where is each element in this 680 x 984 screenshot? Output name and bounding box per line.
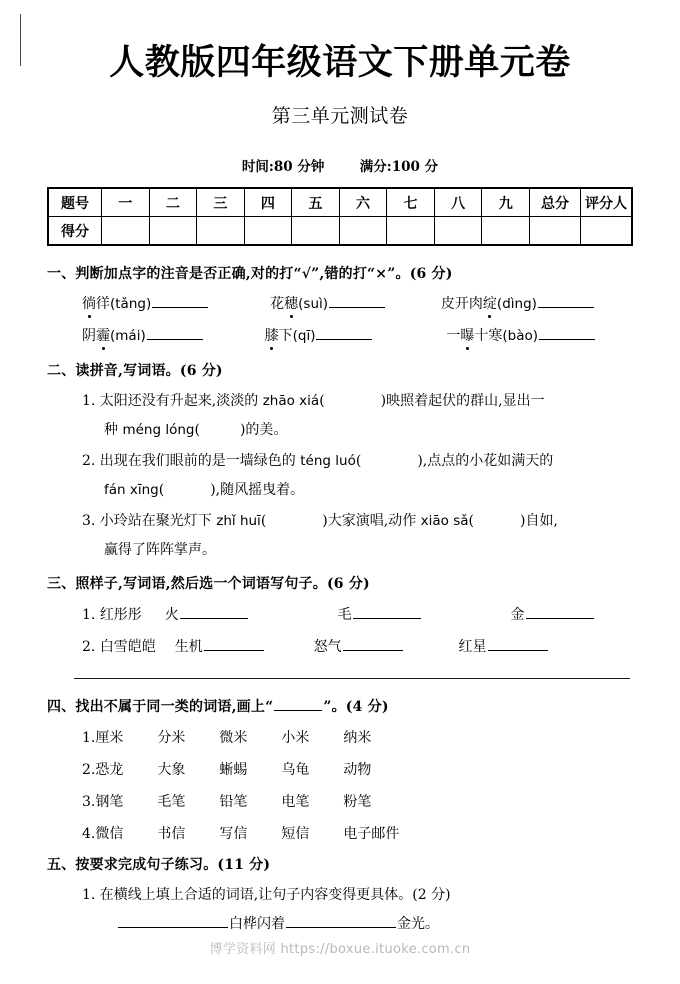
pinyin-4: (mái): [110, 328, 146, 344]
answer-blank-5[interactable]: [316, 326, 372, 340]
section-4-row-3: [82, 791, 371, 811]
section-4-heading: [47, 696, 389, 716]
score-col-header-9: 九: [482, 188, 530, 217]
score-table: [47, 187, 633, 246]
word-option[interactable]: 短信: [281, 826, 310, 842]
word-option[interactable]: 铅笔: [219, 794, 248, 810]
pinyin-6: (bào): [502, 328, 539, 344]
section-4-row-1: [82, 727, 371, 747]
score-col-header-7: 七: [387, 188, 435, 217]
dotted-char-6: 曝: [460, 325, 474, 345]
score-col-header-4: 四: [244, 188, 292, 217]
score-col-header-3: 三: [197, 188, 245, 217]
q3-text-c: )自如,: [520, 513, 558, 529]
prompt-char-1c: 金: [510, 607, 525, 623]
section-2-q3-line-1: [82, 510, 558, 530]
word-6-post: 十寒: [474, 328, 503, 344]
score-cell-1[interactable]: [102, 217, 150, 246]
word-option[interactable]: 电笔: [281, 794, 310, 810]
score-col-header-total: 总分: [530, 188, 581, 217]
q2-text-c: ),随风摇曳着。: [210, 482, 305, 498]
prompt-word-2c: 红星: [458, 639, 487, 655]
section-1-row-2: [82, 325, 596, 345]
item-number: 1.: [82, 730, 96, 746]
q1-text-d: )的美。: [239, 422, 288, 438]
score-col-header-1: 一: [102, 188, 150, 217]
answer-blank-s3-2a[interactable]: [204, 637, 264, 651]
pinyin-1: (tǎng): [110, 296, 152, 312]
example-word-2: 白雪皑皑: [99, 639, 156, 655]
q1-text-b: )映照着起伏的群山,显出一: [380, 393, 545, 409]
score-table-container: [47, 187, 633, 246]
pinyin-2: (suì): [298, 296, 329, 312]
page-title: 人教版四年级语文下册单元卷: [109, 42, 571, 83]
q3-pinyin: zhǐ huī: [216, 513, 261, 529]
prompt-word-2a: 生机: [174, 639, 203, 655]
answer-blank-2[interactable]: [329, 294, 385, 308]
answer-blank-s5-1[interactable]: [118, 914, 228, 928]
paren-open: (: [194, 422, 200, 438]
section-2-q1-line-2: [104, 419, 287, 439]
word-option[interactable]: 小米: [281, 730, 310, 746]
s5-end-text: 金光。: [397, 916, 439, 932]
score-cell-6[interactable]: [339, 217, 387, 246]
score-col-header-grader: 评分人: [581, 188, 633, 217]
section-3-heading: 三、照样子,写词语,然后选一个词语写句子。(6 分): [47, 576, 370, 592]
section-5-q1-answer-line: [117, 913, 439, 933]
answer-blank-1[interactable]: [152, 294, 208, 308]
row-label-score: 得分: [48, 217, 102, 246]
q2-text-b: ),点点的小花如满天的: [417, 453, 554, 469]
heading-underline-sample: [274, 697, 322, 711]
dotted-char-1: 徜: [82, 293, 96, 313]
table-row-question-numbers: [48, 188, 632, 217]
word-option[interactable]: 书信: [157, 826, 186, 842]
score-cell-total[interactable]: [530, 217, 581, 246]
word-option[interactable]: 动物: [343, 762, 372, 778]
section-5-heading: 五、按要求完成句子练习。(11 分): [47, 857, 271, 873]
item-number: 3.: [82, 794, 96, 810]
q2-text-a: 2. 出现在我们眼前的是一墙绿色的: [82, 453, 301, 469]
score-cell-grader[interactable]: [581, 217, 633, 246]
answer-blank-s3-1c[interactable]: [526, 605, 594, 619]
pinyin-3: (dìng): [496, 296, 537, 312]
score-cell-7[interactable]: [387, 217, 435, 246]
score-col-header-2: 二: [149, 188, 197, 217]
paren-open: (: [355, 453, 362, 469]
dotted-char-2: 穗: [284, 293, 298, 313]
score-cell-9[interactable]: [482, 217, 530, 246]
section-2-q3-line-2: 赢得了阵阵掌声。: [104, 542, 216, 558]
time-limit-label: 时间:80 分钟: [241, 159, 325, 175]
q1-text-c: 种: [104, 422, 123, 438]
q1-pinyin: zhāo xiá: [262, 393, 320, 409]
word-option[interactable]: 大象: [157, 762, 186, 778]
s5-mid-text: 白桦闪着: [229, 916, 285, 932]
page-subtitle: 第三单元测试卷: [271, 105, 409, 127]
q3-pinyin-2: xiāo sǎ: [420, 513, 469, 529]
paren-open: (: [158, 482, 165, 498]
answer-blank-6[interactable]: [539, 326, 595, 340]
exam-meta-line: [0, 155, 680, 175]
item-number: 2.: [82, 762, 96, 778]
q1-pinyin-2: méng lóng: [122, 422, 195, 438]
section-4-row-2: [82, 759, 371, 779]
section-2-q1-line-1: [82, 390, 545, 410]
row-label-question-number: 题号: [48, 188, 102, 217]
word-option[interactable]: 微信: [95, 826, 124, 842]
word-option[interactable]: 纳米: [343, 730, 372, 746]
word-option[interactable]: 乌龟: [281, 762, 310, 778]
answer-blank-s5-2[interactable]: [286, 914, 396, 928]
word-option[interactable]: 恐龙: [95, 762, 124, 778]
word-option[interactable]: 写信: [219, 826, 248, 842]
word-5-rest: 下: [278, 328, 293, 344]
word-2-pre: 花: [270, 296, 285, 312]
word-3-pre: 皮开肉: [440, 296, 483, 312]
word-option[interactable]: 蜥蜴: [219, 762, 248, 778]
section-1-row-1: [82, 293, 595, 313]
word-1-rest: 徉: [96, 296, 110, 312]
answer-blank-s3-2b[interactable]: [343, 637, 403, 651]
section-1-heading: 一、判断加点字的注音是否正确,对的打“√”,错的打“×”。(6 分): [47, 266, 453, 282]
prompt-char-1b: 毛: [337, 607, 352, 623]
word-option[interactable]: 粉笔: [343, 794, 372, 810]
section-5-q1: 1. 在横线上填上合适的词语,让句子内容变得更具体。(2 分): [82, 887, 451, 903]
dotted-char-5: 膝: [265, 325, 279, 345]
section-3-row-1: [82, 604, 595, 624]
section-2-heading: 二、读拼音,写词语。(6 分): [47, 363, 223, 379]
word-option[interactable]: 微米: [219, 730, 248, 746]
site-watermark: 博学资料网 https://boxue.ituoke.com.cn: [209, 942, 471, 957]
section-4-row-4: [82, 823, 399, 843]
word-option[interactable]: 钢笔: [95, 794, 124, 810]
word-option[interactable]: 毛笔: [157, 794, 186, 810]
score-cell-5[interactable]: [292, 217, 340, 246]
dotted-char-3: 绽: [483, 293, 497, 313]
example-word-1: 红彤彤: [99, 607, 142, 623]
q3-text-b: )大家演唱,动作: [322, 513, 421, 529]
score-cell-8[interactable]: [434, 217, 482, 246]
pinyin-5: (qī): [292, 328, 316, 344]
score-cell-2[interactable]: [149, 217, 197, 246]
q2-pinyin-2: fán xīng: [104, 482, 159, 498]
score-cell-3[interactable]: [197, 217, 245, 246]
section-4-heading-b: ”。(4 分): [323, 699, 389, 715]
word-6-pre: 一: [446, 328, 461, 344]
total-score-label: 满分:100 分: [359, 159, 439, 175]
prompt-word-2b: 怒气: [313, 639, 342, 655]
section-3-row-2: [82, 636, 549, 656]
score-col-header-6: 六: [339, 188, 387, 217]
answer-blank-s3-2c[interactable]: [488, 637, 548, 651]
answer-blank-s3-1a[interactable]: [180, 605, 248, 619]
item-number: 2.: [82, 639, 100, 655]
word-option[interactable]: 分米: [157, 730, 186, 746]
word-4-pre: 阴: [82, 328, 96, 344]
score-cell-4[interactable]: [244, 217, 292, 246]
paren-open: (: [319, 393, 325, 409]
answer-blank-s3-1b[interactable]: [353, 605, 421, 619]
word-option[interactable]: 电子邮件: [343, 826, 400, 842]
table-row-scores: [48, 217, 632, 246]
score-col-header-8: 八: [434, 188, 482, 217]
q2-pinyin: téng luó: [300, 453, 356, 469]
paren-open: (: [468, 513, 475, 529]
prompt-char-1a: 火: [164, 607, 179, 623]
answer-blank-4[interactable]: [147, 326, 203, 340]
q3-text-a: 3. 小玲站在聚光灯下: [82, 513, 217, 529]
word-option[interactable]: 厘米: [95, 730, 124, 746]
q1-text-a: 1. 太阳还没有升起来,淡淡的: [82, 393, 263, 409]
section-2-q2-line-2: [104, 479, 304, 499]
section-divider-rule: [74, 678, 630, 679]
answer-blank-3[interactable]: [538, 294, 594, 308]
item-number: 4.: [82, 826, 96, 842]
paren-open: (: [260, 513, 267, 529]
score-col-header-5: 五: [292, 188, 340, 217]
section-4-heading-a: 四、找出不属于同一类的词语,画上“: [47, 699, 274, 715]
section-2-q2-line-1: [82, 450, 553, 470]
item-number: 1.: [82, 607, 100, 623]
dotted-char-4: 霾: [96, 325, 110, 345]
